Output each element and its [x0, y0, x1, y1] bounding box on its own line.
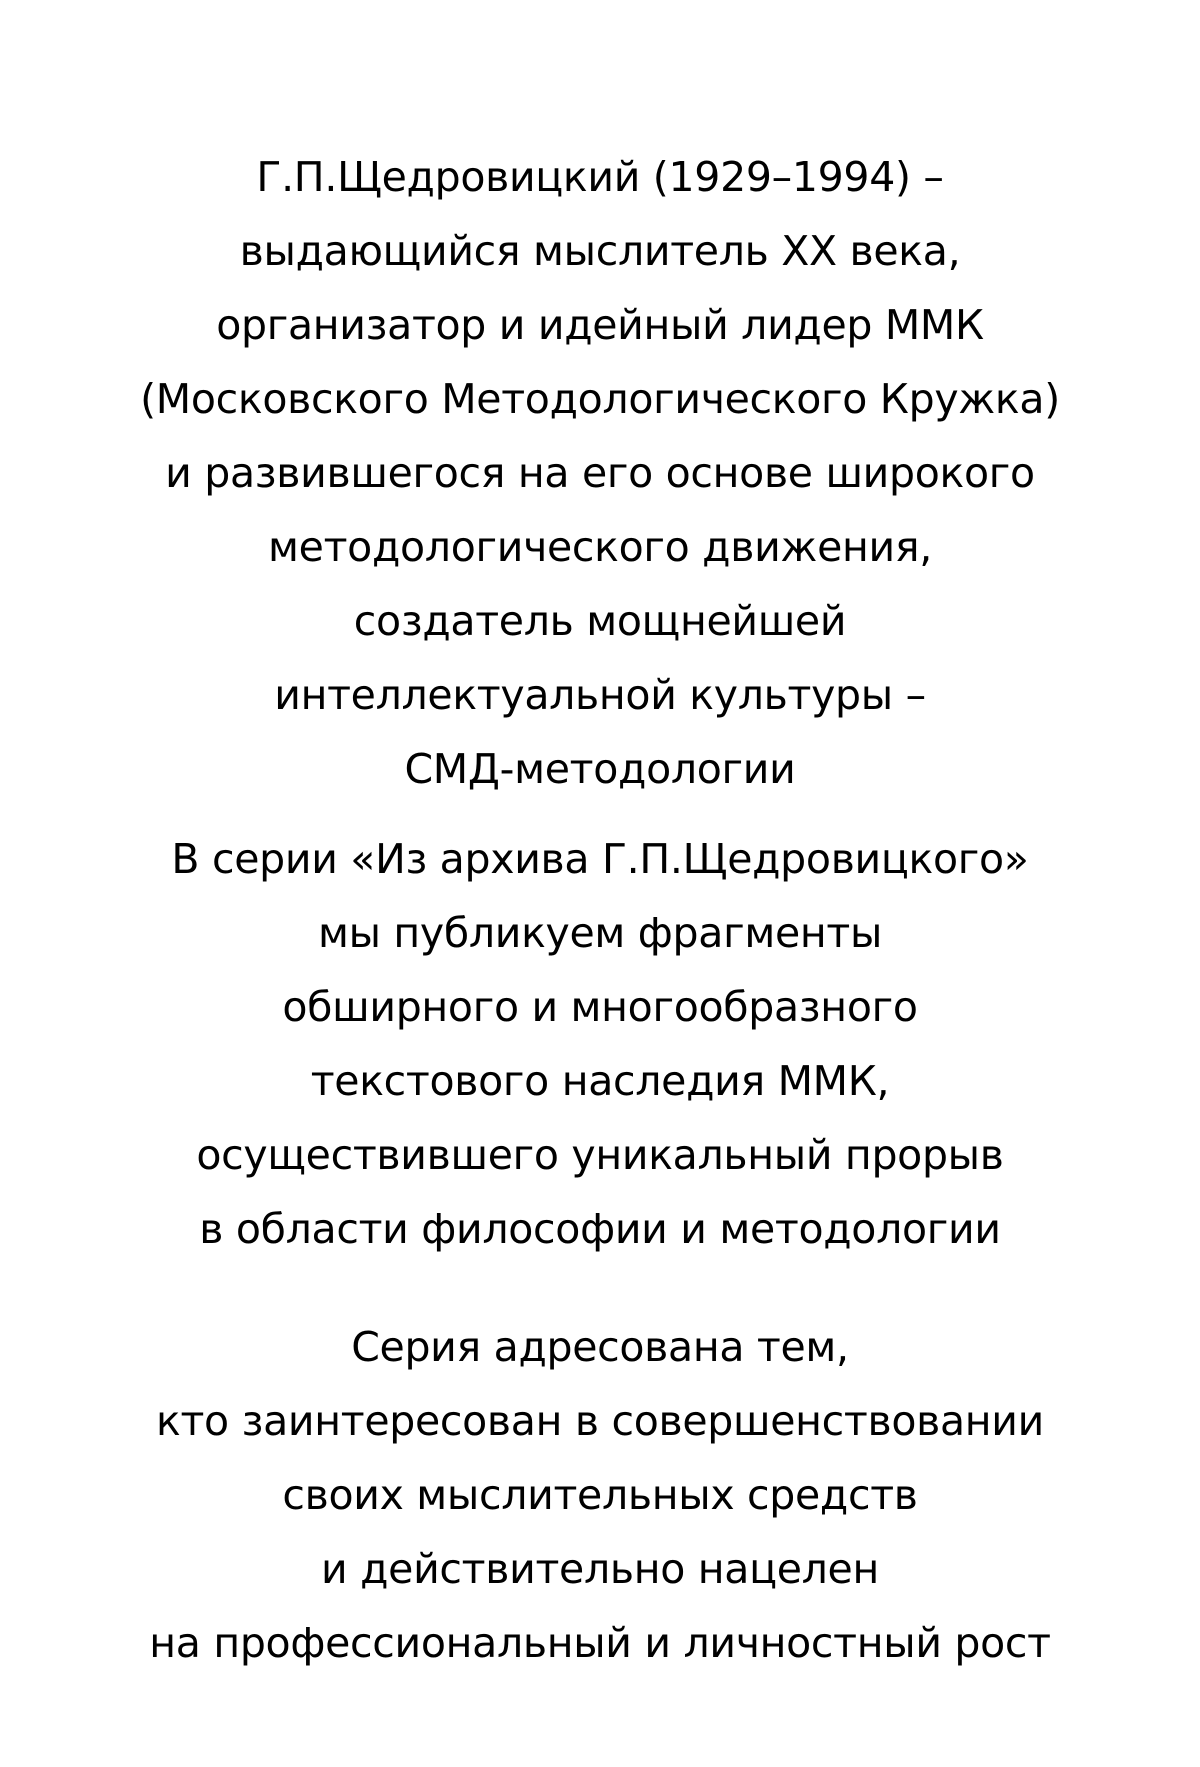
- paragraph-series-audience: [0, 1310, 1200, 1680]
- text-line: на профессиональный и личностный рост: [149, 1619, 1051, 1667]
- text-line: выдающийся мыслитель XX века,: [239, 227, 961, 275]
- text-line: (Московского Методологического Кружка): [140, 375, 1060, 423]
- text-line: мы публикуем фрагменты: [317, 909, 883, 957]
- text-line: СМД-методологии: [404, 745, 796, 793]
- text-line: осуществившего уникальный прорыв: [196, 1131, 1004, 1179]
- text-line: кто заинтересован в совершенствовании: [156, 1397, 1044, 1445]
- text-line: и действительно нацелен: [321, 1545, 879, 1593]
- text-line: создатель мощнейшей: [353, 597, 847, 645]
- text-line: Серия адресована тем,: [351, 1323, 849, 1371]
- paragraph-author-intro: [0, 140, 1200, 806]
- text-line: своих мыслительных средств: [282, 1471, 918, 1519]
- paragraph-series-description: [0, 822, 1200, 1266]
- text-line: обширного и многообразного: [282, 983, 918, 1031]
- text-line: методологического движения,: [268, 523, 932, 571]
- text-line: организатор и идейный лидер ММК: [216, 301, 984, 349]
- text-line: текстового наследия ММК,: [310, 1057, 890, 1105]
- text-line: Г.П.Щедровицкий (1929–1994) –: [256, 153, 944, 201]
- text-line: в области философии и методологии: [199, 1205, 1001, 1253]
- text-line: и развившегося на его основе широкого: [165, 449, 1035, 497]
- text-line: интеллектуальной культуры –: [274, 671, 926, 719]
- text-line: В серии «Из архива Г.П.Щедровицкого»: [171, 835, 1029, 883]
